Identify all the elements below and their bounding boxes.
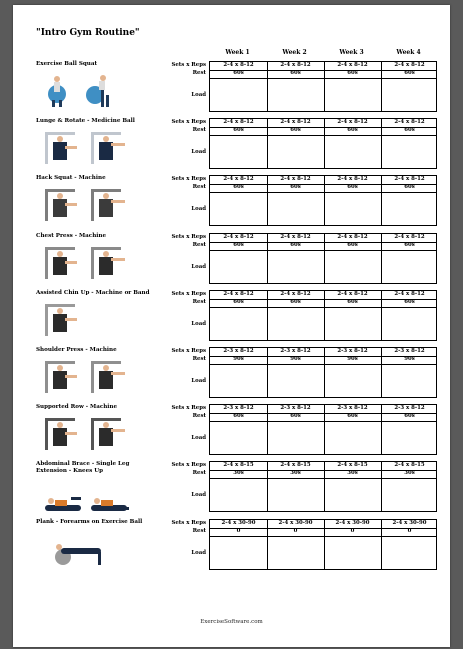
load-cell[interactable] [324,479,381,512]
sets-reps-cell[interactable]: 2-4 x 8-12 [337,290,368,297]
load-cell[interactable] [267,365,324,398]
sets-reps-cell[interactable]: 2-3 x 8-12 [337,405,368,412]
sets-reps-cell[interactable]: 2-4 x 8-12 [223,62,254,68]
load-cell[interactable] [381,365,438,398]
load-cell[interactable] [381,136,438,169]
sets-reps-cell[interactable]: 2-4 x 8-12 [223,119,254,126]
exercise-block [13,461,450,518]
row-label-sets: Sets x Reps [171,462,206,469]
row-label-load: Load [191,206,206,213]
row-label-rest: Rest [192,127,206,134]
load-cell[interactable] [210,136,267,169]
sets-reps-cell[interactable]: 2-4 x 8-12 [223,233,254,240]
sets-reps-cell[interactable]: 2-4 x 8-12 [223,176,254,183]
row-label-load: Load [191,435,206,442]
sets-reps-cell[interactable]: 2-4 x 8-12 [337,176,368,183]
exercise-block [13,404,450,461]
exercise-name: Shoulder Press - Machine [36,347,117,353]
rest-cell[interactable]: 60s [290,184,301,191]
row-label-load: Load [191,149,206,156]
rest-cell[interactable]: 60s [347,70,358,76]
exercise-illustration [43,359,133,393]
row-label-rest: Rest [192,413,206,420]
load-cell[interactable] [381,308,438,341]
load-cell[interactable] [267,308,324,341]
sets-reps-cell[interactable]: 2-4 x 8-12 [223,290,254,297]
rest-cell[interactable]: 60s [347,241,358,248]
load-cell[interactable] [324,251,381,284]
exercise-illustration [43,73,133,107]
sets-reps-cell[interactable]: 2-4 x 8-12 [394,233,425,240]
sets-reps-cell[interactable]: 2-4 x 8-12 [394,290,425,297]
exercise-block [13,61,450,118]
exercise-illustration [43,302,133,336]
rest-cell[interactable]: 0 [350,527,355,534]
exercise-illustration [43,130,133,164]
row-label-sets: Sets x Reps [171,519,206,526]
week-1-header: Week 1 [225,49,250,56]
sets-reps-cell[interactable]: 2-4 x 8-12 [280,176,311,183]
exercise-illustration [43,531,133,565]
exercise-name: Abdominal Brace - Single Leg Extension - Knees Up [36,461,130,475]
load-cell[interactable] [324,136,381,169]
row-label-sets: Sets x Reps [171,62,206,68]
sets-reps-cell[interactable]: 2-3 x 8-12 [223,405,254,412]
rest-cell[interactable]: 90s [404,356,415,362]
document-page [13,5,450,647]
rest-cell[interactable]: 0 [293,527,298,534]
exercise-name: Exercise Ball Squat [36,61,98,67]
exercise-week-grid [209,175,437,226]
row-label-sets: Sets x Reps [171,348,206,354]
exercise-block [13,519,450,576]
row-label-rest: Rest [192,241,206,248]
row-label-rest: Rest [192,298,206,305]
sets-reps-cell[interactable]: 2-4 x 8-12 [280,290,311,297]
footer-site: ExerciseSoftware.com [200,619,263,625]
load-cell[interactable] [210,537,267,570]
rest-cell[interactable]: 60s [233,127,244,134]
rest-cell[interactable]: 0 [407,527,412,534]
row-label-sets: Sets x Reps [171,405,206,412]
sets-reps-cell[interactable]: 2-3 x 8-12 [223,348,254,354]
load-cell[interactable] [210,365,267,398]
exercise-name: Hack Squat - Machine [36,175,106,182]
sets-reps-cell[interactable]: 2-3 x 8-12 [337,348,368,354]
load-cell[interactable] [381,422,438,455]
row-label-sets: Sets x Reps [171,290,206,297]
exercise-illustration [43,187,133,221]
row-label-load: Load [191,92,206,98]
sets-reps-cell[interactable]: 2-3 x 8-12 [394,405,425,412]
row-label-rest: Rest [192,527,206,534]
rest-cell[interactable]: 60s [404,241,415,248]
sets-reps-cell[interactable]: 2-4 x 8-12 [280,233,311,240]
load-cell[interactable] [267,136,324,169]
exercise-block [13,233,450,290]
load-cell[interactable] [324,308,381,341]
exercise-illustration [43,245,133,279]
exercise-week-grid [209,61,437,112]
rest-cell[interactable]: 30s [404,470,415,477]
exercise-week-grid [209,519,437,570]
row-label-load: Load [191,263,206,270]
sets-reps-cell[interactable]: 2-3 x 8-12 [280,405,311,412]
rest-cell[interactable]: 60s [347,413,358,420]
rest-cell[interactable]: 90s [347,356,358,362]
rest-cell[interactable]: 60s [347,127,358,134]
rest-cell[interactable]: 60s [290,127,301,134]
row-label-rest: Rest [192,184,206,191]
load-cell[interactable] [324,365,381,398]
exercise-week-grid [209,404,437,455]
exercise-name: Chest Press - Machine [36,232,107,239]
sets-reps-cell[interactable]: 2-4 x 8-12 [280,62,311,68]
load-cell[interactable] [210,479,267,512]
sets-reps-cell[interactable]: 2-4 x 8-12 [280,119,311,126]
sets-reps-cell[interactable]: 2-4 x 30-90 [392,519,427,526]
sets-reps-cell[interactable]: 2-4 x 8-15 [223,462,254,469]
rest-cell[interactable]: 60s [404,413,415,420]
row-label-sets: Sets x Reps [171,119,206,126]
rest-cell[interactable]: 60s [404,184,415,191]
rest-cell[interactable]: 60s [233,241,244,248]
rest-cell[interactable]: 60s [404,70,415,76]
row-label-load: Load [191,492,206,499]
load-cell[interactable] [267,479,324,512]
load-cell[interactable] [381,79,438,112]
load-cell[interactable] [210,308,267,341]
load-cell[interactable] [381,537,438,570]
exercise-week-grid [209,233,437,284]
sets-reps-cell[interactable]: 2-4 x 8-15 [280,462,311,469]
load-cell[interactable] [267,422,324,455]
sets-reps-cell[interactable]: 2-4 x 8-12 [337,62,368,68]
rest-cell[interactable]: 0 [236,527,241,534]
rest-cell[interactable]: 30s [290,470,301,477]
row-label-sets: Sets x Reps [171,176,206,183]
exercise-name: Lunge & Rotate - Medicine Ball [36,118,135,125]
exercise-block [13,175,450,232]
sets-reps-cell[interactable]: 2-3 x 8-12 [394,348,425,354]
exercise-illustration [43,416,133,450]
rest-cell[interactable]: 90s [233,356,244,362]
sets-reps-cell[interactable]: 2-4 x 8-12 [394,62,425,68]
sets-reps-cell[interactable]: 2-3 x 8-12 [280,348,311,354]
rest-cell[interactable]: 90s [290,356,301,362]
exercise-block [13,118,450,175]
rest-cell[interactable]: 60s [233,413,244,420]
load-cell[interactable] [267,193,324,226]
load-cell[interactable] [324,193,381,226]
load-cell[interactable] [210,251,267,284]
row-label-load: Load [191,549,206,556]
rest-cell[interactable]: 60s [404,298,415,305]
row-label-rest: Rest [192,356,206,362]
sets-reps-cell[interactable]: 2-4 x 8-15 [394,462,425,469]
rest-cell[interactable]: 60s [290,413,301,420]
rest-cell[interactable]: 30s [347,470,358,477]
rest-cell[interactable]: 60s [233,184,244,191]
rest-cell[interactable]: 60s [347,184,358,191]
row-label-load: Load [191,320,206,327]
sets-reps-cell[interactable]: 2-4 x 8-12 [337,119,368,126]
load-cell[interactable] [381,193,438,226]
exercise-block [13,290,450,347]
load-cell[interactable] [210,422,267,455]
week-3-header: Week 3 [339,49,364,56]
rest-cell[interactable]: 60s [347,298,358,305]
load-cell[interactable] [324,422,381,455]
load-cell[interactable] [267,537,324,570]
rest-cell[interactable]: 60s [290,241,301,248]
row-label-load: Load [191,378,206,384]
routine-title: "Intro Gym Routine" [36,28,140,38]
week-4-header: Week 4 [396,49,421,56]
load-cell[interactable] [324,79,381,112]
load-cell[interactable] [210,193,267,226]
rest-cell[interactable]: 60s [290,70,301,76]
sets-reps-cell[interactable]: 2-4 x 30-90 [221,519,256,526]
load-cell[interactable] [267,251,324,284]
exercise-illustration [43,483,133,517]
sets-reps-cell[interactable]: 2-4 x 30-90 [278,519,313,526]
sets-reps-cell[interactable]: 2-4 x 8-12 [394,119,425,126]
load-cell[interactable] [267,79,324,112]
rest-cell[interactable]: 60s [233,298,244,305]
row-label-sets: Sets x Reps [171,233,206,240]
load-cell[interactable] [381,479,438,512]
exercise-week-grid [209,118,437,169]
sets-reps-cell[interactable]: 2-4 x 30-90 [335,519,370,526]
exercise-name: Supported Row - Machine [36,404,118,411]
row-label-rest: Rest [192,70,206,76]
rest-cell[interactable]: 30s [233,470,244,477]
exercise-block [13,347,450,404]
rest-cell[interactable]: 60s [290,298,301,305]
rest-cell[interactable]: 60s [233,70,244,76]
exercise-name: Plank - Forearms on Exercise Ball [36,518,143,525]
load-cell[interactable] [324,537,381,570]
week-2-header: Week 2 [282,49,307,56]
sets-reps-cell[interactable]: 2-4 x 8-12 [337,233,368,240]
exercise-name: Assisted Chin Up - Machine or Band [36,289,150,296]
exercise-week-grid [209,461,437,512]
exercise-week-grid [209,347,437,398]
sets-reps-cell[interactable]: 2-4 x 8-12 [394,176,425,183]
rest-cell[interactable]: 60s [404,127,415,134]
load-cell[interactable] [210,79,267,112]
sets-reps-cell[interactable]: 2-4 x 8-15 [337,462,368,469]
row-label-rest: Rest [192,470,206,477]
load-cell[interactable] [381,251,438,284]
exercise-week-grid [209,290,437,341]
